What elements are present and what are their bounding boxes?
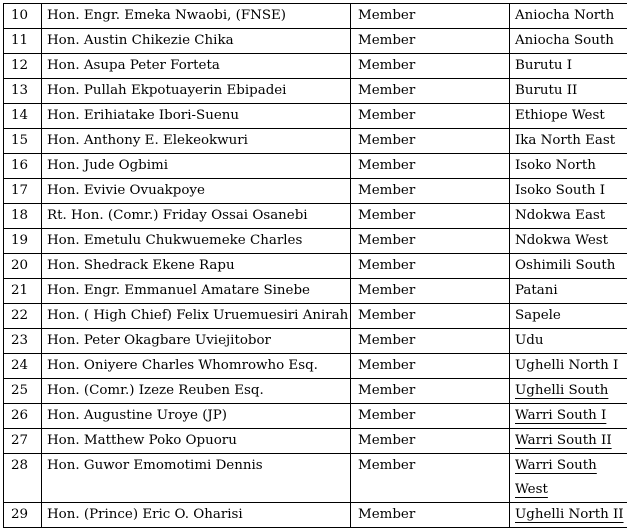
serial-number-cell: [4, 229, 42, 254]
role-cell: [351, 104, 510, 129]
constituency-cell: [510, 104, 627, 129]
constituency-text: Burutu I: [515, 58, 573, 73]
serial-number-text: 26: [11, 408, 29, 423]
serial-number-cell: [4, 154, 42, 179]
table-row: [4, 154, 627, 179]
table-row: [4, 229, 627, 254]
serial-number-text: 19: [11, 233, 29, 248]
constituency-text: Isoko South I: [515, 183, 606, 198]
member-name-cell: [42, 354, 351, 379]
member-name-cell: [42, 279, 351, 304]
serial-number-cell: [4, 179, 42, 204]
role-cell: [351, 354, 510, 379]
member-name-cell: [42, 79, 351, 104]
role-text: Member: [358, 333, 416, 348]
role-text: Member: [358, 83, 416, 98]
constituency-text: Warri South West: [515, 458, 597, 497]
serial-number-cell: [4, 104, 42, 129]
serial-number-text: 28: [11, 458, 29, 473]
constituency-text: Ika North East: [515, 133, 616, 148]
member-name-text: Hon. Emetulu Chukwuemeke Charles: [47, 233, 303, 248]
role-cell: [351, 404, 510, 429]
serial-number-cell: [4, 279, 42, 304]
member-name-text: Hon. Austin Chikezie Chika: [47, 33, 234, 48]
serial-number-cell: [4, 454, 42, 503]
role-cell: [351, 229, 510, 254]
constituency-cell: [510, 354, 627, 379]
serial-number-text: 29: [11, 507, 29, 522]
constituency-cell: [510, 204, 627, 229]
constituency-text: Ughelli South: [515, 383, 609, 398]
constituency-text: Patani: [515, 283, 558, 298]
constituency-text: Aniocha North: [515, 8, 615, 23]
role-cell: [351, 279, 510, 304]
constituency-cell: [510, 304, 627, 329]
constituency-cell: [510, 429, 627, 454]
serial-number-cell: [4, 29, 42, 54]
table-row: [4, 4, 627, 29]
member-name-cell: [42, 304, 351, 329]
member-name-text: Hon. Peter Okagbare Uviejitobor: [47, 333, 271, 348]
member-name-cell: [42, 29, 351, 54]
member-name-text: Hon. Guwor Emomotimi Dennis: [47, 458, 263, 473]
constituency-text: Warri South II: [515, 433, 612, 448]
constituency-cell: [510, 454, 627, 503]
table-row: [4, 279, 627, 304]
member-name-cell: [42, 429, 351, 454]
member-name-cell: [42, 229, 351, 254]
constituency-cell: [510, 4, 627, 29]
table-row: [4, 329, 627, 354]
serial-number-cell: [4, 204, 42, 229]
role-cell: [351, 304, 510, 329]
constituency-cell: [510, 404, 627, 429]
table-row: [4, 429, 627, 454]
serial-number-cell: [4, 329, 42, 354]
role-text: Member: [358, 233, 416, 248]
member-name-text: Hon. Engr. Emeka Nwaobi, (FNSE): [47, 8, 287, 23]
constituency-text: Burutu II: [515, 83, 578, 98]
serial-number-text: 22: [11, 308, 29, 323]
table-row: [4, 79, 627, 104]
table-row: [4, 304, 627, 329]
role-text: Member: [358, 358, 416, 373]
constituency-cell: [510, 79, 627, 104]
role-text: Member: [358, 283, 416, 298]
constituency-cell: [510, 154, 627, 179]
constituency-text: Aniocha South: [515, 33, 614, 48]
serial-number-cell: [4, 129, 42, 154]
serial-number-text: 16: [11, 158, 29, 173]
role-text: Member: [358, 8, 416, 23]
serial-number-cell: [4, 429, 42, 454]
constituency-text: Isoko North: [515, 158, 596, 173]
table-row: [4, 503, 627, 528]
constituency-text: Ughelli North I: [515, 358, 619, 373]
role-text: Member: [358, 183, 416, 198]
member-name-cell: [42, 454, 351, 503]
member-name-text: Hon. Evivie Ovuakpoye: [47, 183, 205, 198]
member-name-text: Hon. Matthew Poko Opuoru: [47, 433, 237, 448]
serial-number-text: 17: [11, 183, 29, 198]
serial-number-text: 13: [11, 83, 29, 98]
member-name-cell: [42, 254, 351, 279]
constituency-cell: [510, 54, 627, 79]
member-name-cell: [42, 329, 351, 354]
constituency-text: Ndokwa East: [515, 208, 606, 223]
members-table: [3, 3, 627, 528]
table-row: [4, 29, 627, 54]
role-cell: [351, 29, 510, 54]
role-cell: [351, 4, 510, 29]
constituency-cell: [510, 503, 627, 528]
member-name-text: Hon. Erihiatake Ibori-Suenu: [47, 108, 239, 123]
role-cell: [351, 254, 510, 279]
member-name-cell: [42, 4, 351, 29]
table-row: [4, 354, 627, 379]
serial-number-text: 20: [11, 258, 29, 273]
serial-number-text: 18: [11, 208, 29, 223]
member-name-text: Hon. Augustine Uroye (JP): [47, 408, 228, 423]
constituency-cell: [510, 329, 627, 354]
table-row: [4, 204, 627, 229]
role-text: Member: [358, 208, 416, 223]
member-name-text: Hon. (Prince) Eric O. Oharisi: [47, 507, 243, 522]
table-row: [4, 454, 627, 503]
member-name-text: Hon. Oniyere Charles Whomrowho Esq.: [47, 358, 318, 373]
role-text: Member: [358, 458, 416, 473]
role-cell: [351, 379, 510, 404]
serial-number-text: 14: [11, 108, 29, 123]
member-name-cell: [42, 179, 351, 204]
serial-number-text: 27: [11, 433, 29, 448]
table-row: [4, 104, 627, 129]
table-row: [4, 404, 627, 429]
role-cell: [351, 79, 510, 104]
member-name-text: Hon. Shedrack Ekene Rapu: [47, 258, 235, 273]
serial-number-text: 25: [11, 383, 29, 398]
member-name-text: Hon. (Comr.) Izeze Reuben Esq.: [47, 383, 264, 398]
constituency-cell: [510, 379, 627, 404]
role-text: Member: [358, 433, 416, 448]
role-text: Member: [358, 158, 416, 173]
member-name-text: Hon. Jude Ogbimi: [47, 158, 169, 173]
serial-number-cell: [4, 304, 42, 329]
constituency-text: Ughelli North II: [515, 507, 624, 522]
constituency-cell: [510, 279, 627, 304]
role-text: Member: [358, 133, 416, 148]
member-name-cell: [42, 204, 351, 229]
role-cell: [351, 454, 510, 503]
member-name-cell: [42, 404, 351, 429]
serial-number-cell: [4, 503, 42, 528]
constituency-cell: [510, 129, 627, 154]
member-name-text: Hon. ( High Chief) Felix Uruemuesiri Anirah: [47, 308, 349, 323]
constituency-text: Ethiope West: [515, 108, 605, 123]
member-name-text: Hon. Anthony E. Elekeokwuri: [47, 133, 248, 148]
member-name-cell: [42, 54, 351, 79]
serial-number-cell: [4, 404, 42, 429]
constituency-text: Oshimili South: [515, 258, 616, 273]
role-text: Member: [358, 108, 416, 123]
constituency-text: Udu: [515, 333, 544, 348]
role-cell: [351, 129, 510, 154]
role-cell: [351, 429, 510, 454]
member-name-text: Hon. Asupa Peter Forteta: [47, 58, 220, 73]
constituency-cell: [510, 229, 627, 254]
constituency-text: Sapele: [515, 308, 561, 323]
role-text: Member: [358, 383, 416, 398]
serial-number-text: 12: [11, 58, 29, 73]
member-name-text: Rt. Hon. (Comr.) Friday Ossai Osanebi: [47, 208, 308, 223]
member-name-cell: [42, 154, 351, 179]
serial-number-cell: [4, 254, 42, 279]
table-row: [4, 379, 627, 404]
serial-number-text: 15: [11, 133, 29, 148]
serial-number-cell: [4, 4, 42, 29]
role-cell: [351, 54, 510, 79]
constituency-cell: [510, 254, 627, 279]
constituency-text: Ndokwa West: [515, 233, 609, 248]
table-row: [4, 179, 627, 204]
serial-number-cell: [4, 79, 42, 104]
serial-number-text: 10: [11, 8, 29, 23]
serial-number-text: 11: [11, 33, 29, 48]
role-cell: [351, 179, 510, 204]
table-row: [4, 129, 627, 154]
role-cell: [351, 329, 510, 354]
serial-number-text: 21: [11, 283, 29, 298]
member-name-text: Hon. Pullah Ekpotuayerin Ebipadei: [47, 83, 287, 98]
serial-number-text: 23: [11, 333, 29, 348]
role-text: Member: [358, 507, 416, 522]
member-name-cell: [42, 129, 351, 154]
role-cell: [351, 204, 510, 229]
role-text: Member: [358, 308, 416, 323]
serial-number-cell: [4, 354, 42, 379]
role-text: Member: [358, 408, 416, 423]
member-name-text: Hon. Engr. Emmanuel Amatare Sinebe: [47, 283, 310, 298]
table-row: [4, 254, 627, 279]
serial-number-text: 24: [11, 358, 29, 373]
member-name-cell: [42, 503, 351, 528]
role-text: Member: [358, 33, 416, 48]
member-name-cell: [42, 104, 351, 129]
role-cell: [351, 154, 510, 179]
constituency-cell: [510, 29, 627, 54]
constituency-text: Warri South I: [515, 408, 607, 423]
role-cell: [351, 503, 510, 528]
serial-number-cell: [4, 54, 42, 79]
role-text: Member: [358, 258, 416, 273]
serial-number-cell: [4, 379, 42, 404]
constituency-cell: [510, 179, 627, 204]
role-text: Member: [358, 58, 416, 73]
table-body: [4, 4, 627, 528]
table-row: [4, 54, 627, 79]
member-name-cell: [42, 379, 351, 404]
